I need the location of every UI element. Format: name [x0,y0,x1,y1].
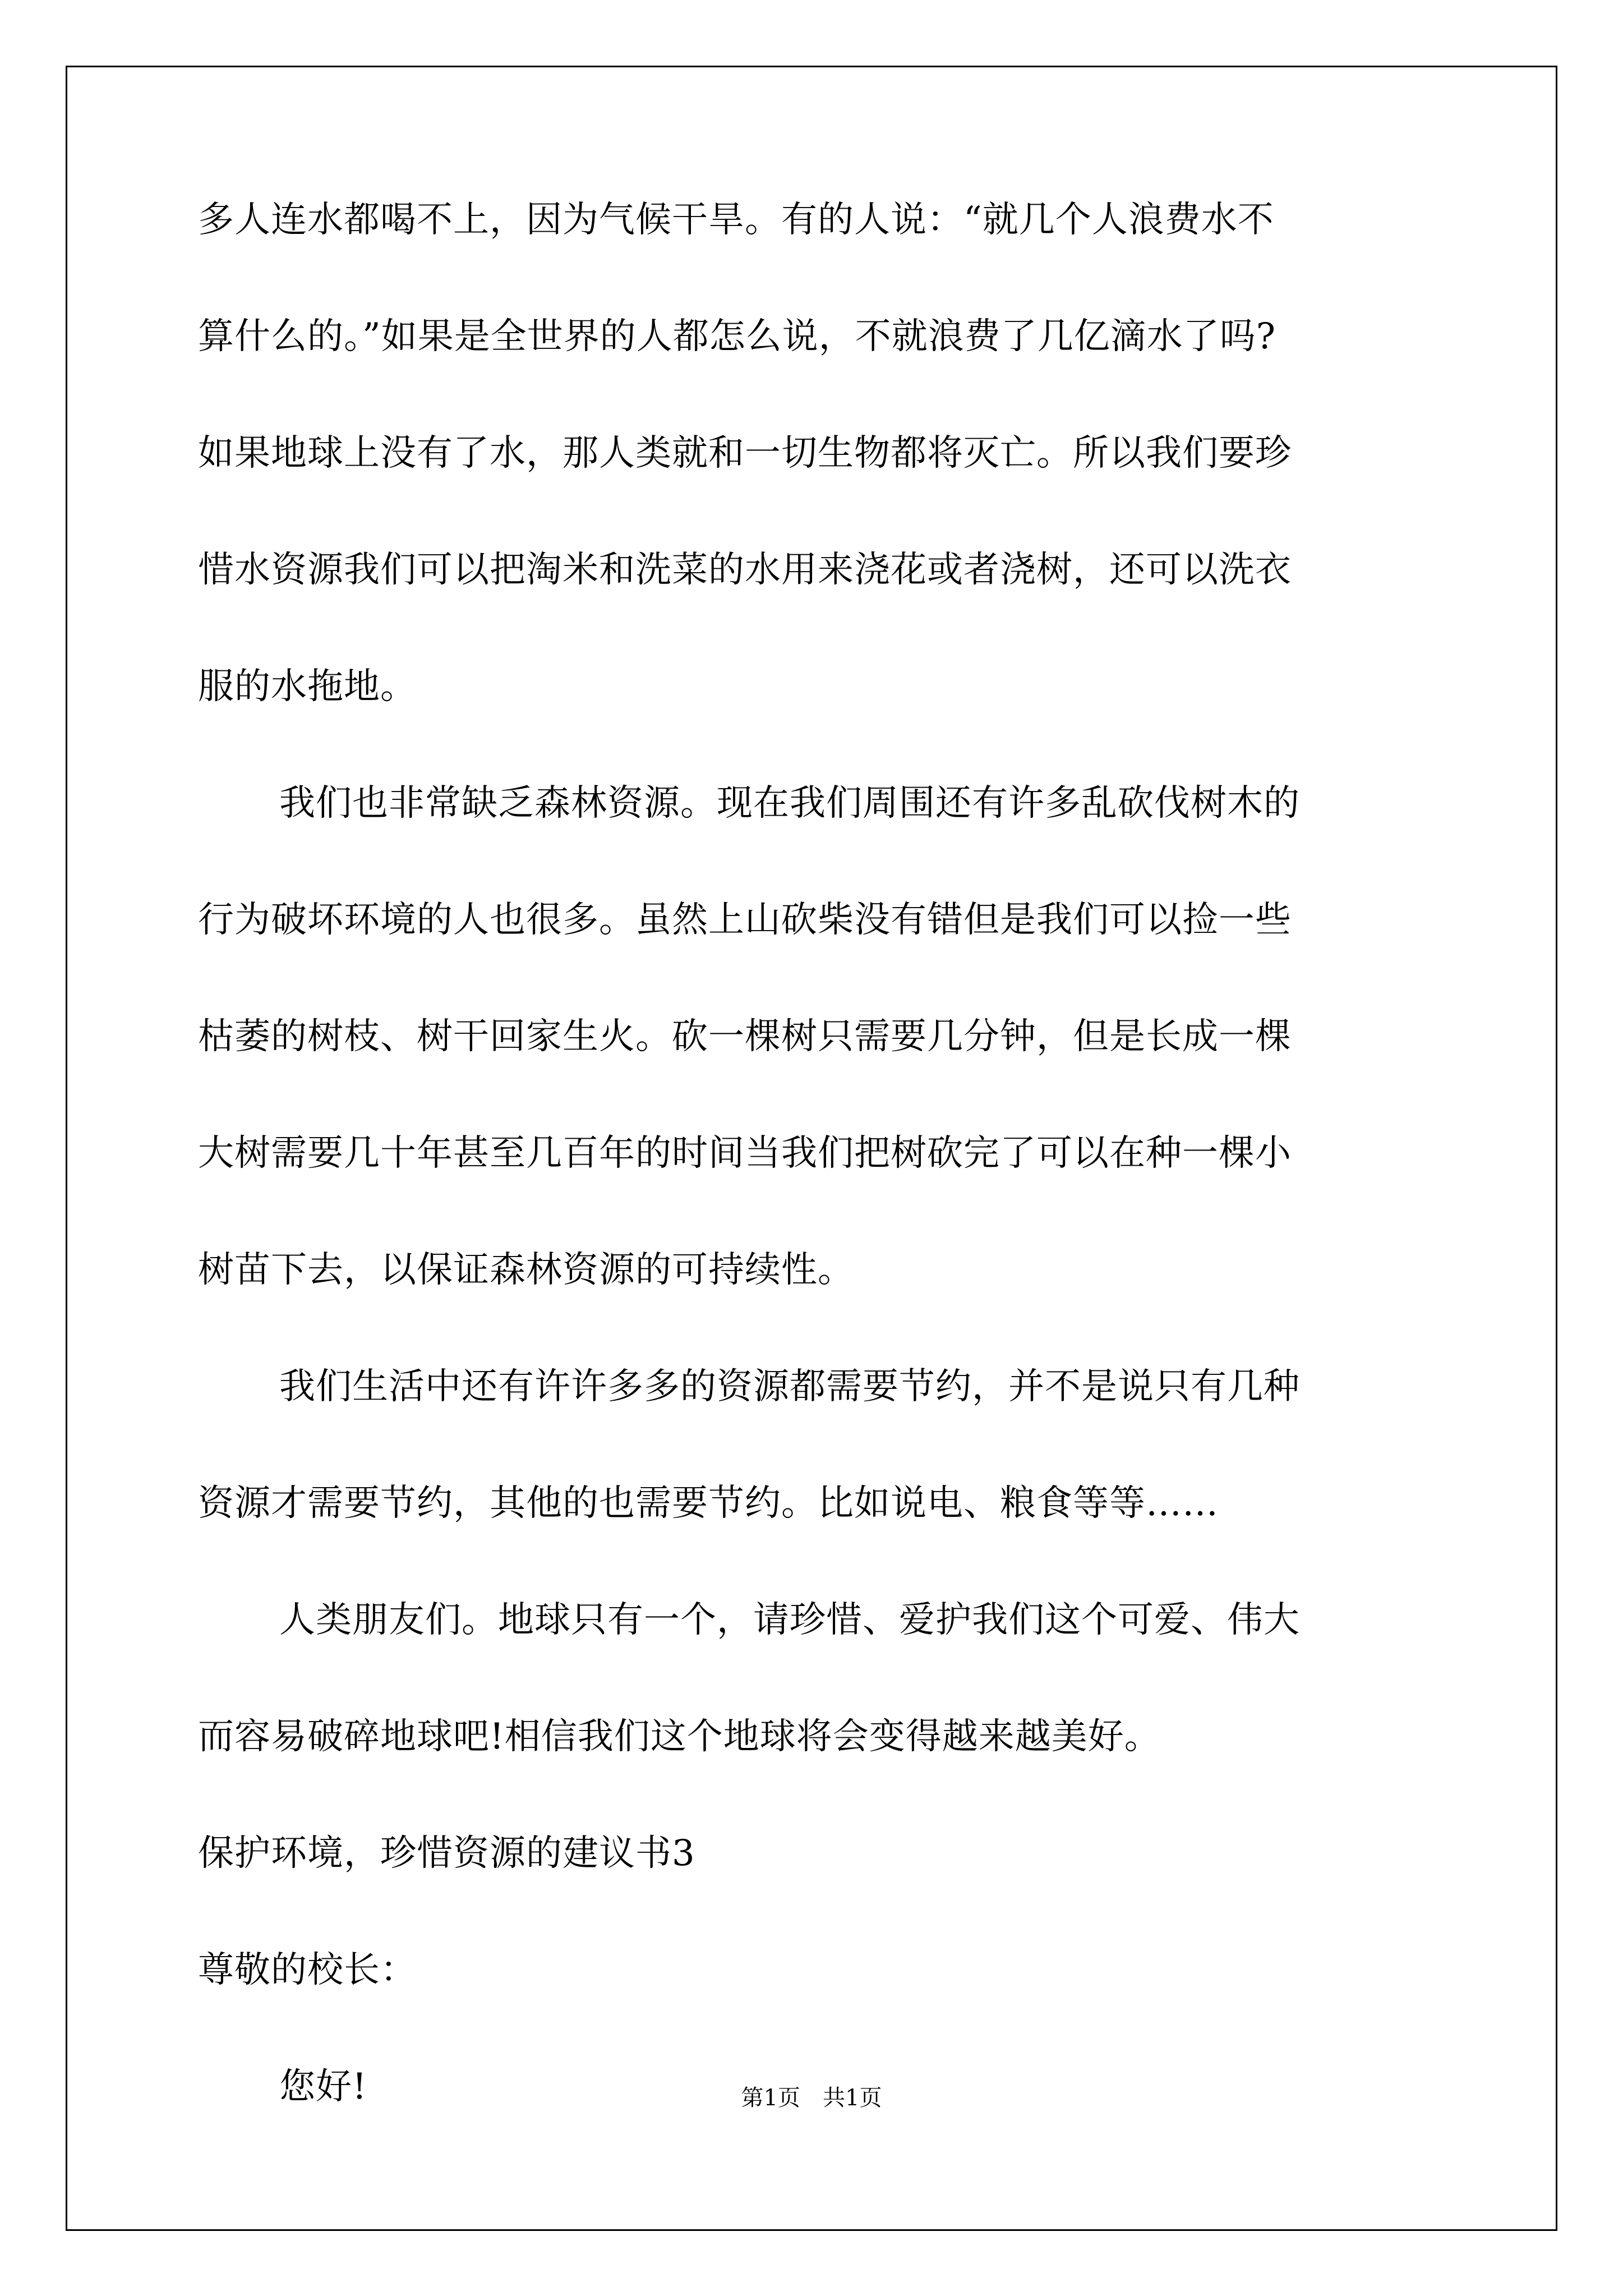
text-line: 枯萎的树枝、树干回家生火。砍一棵树只需要几分钟，但是长成一棵 [198,1016,1292,1057]
page-number-total: 共1页 [823,2085,882,2111]
text-line: 大树需要几十年甚至几百年的时间当我们把树砍完了可以在种一棵小 [198,1133,1292,1174]
text-line: 多人连水都喝不上，因为气候干旱。有的人说：“就几个人浪费水不 [198,199,1274,241]
greeting: 您好! [279,2066,367,2108]
text-line: 资源才需要节约，其他的也需要节约。比如说电、粮食等等…… [198,1483,1219,1524]
text-line: 而容易破碎地球吧!相信我们这个地球将会变得越来越美好。 [198,1716,1161,1757]
text-line: 人类朋友们。地球只有一个，请珍惜、爱护我们这个可爱、伟大 [279,1599,1300,1641]
text-line: 我们也非常缺乏森林资源。现在我们周围还有许多乱砍伐树木的 [279,783,1300,824]
page-number-current: 第1页 [741,2085,800,2111]
text-line: 服的水拖地。 [198,666,417,707]
text-line: 我们生活中还有许许多多的资源都需要节约，并不是说只有几种 [279,1366,1300,1407]
text-line: 惜水资源我们可以把淘米和洗菜的水用来浇花或者浇树，还可以洗衣 [198,549,1292,591]
text-line: 树苗下去，以保证森林资源的可持续性。 [198,1249,854,1291]
section-heading: 保护环境，珍惜资源的建议书3 [198,1833,695,1874]
text-line: 算什么的。”如果是全世界的人都怎么说，不就浪费了几亿滴水了吗? [198,316,1276,357]
text-line: 如果地球上没有了水，那人类就和一切生物都将灭亡。所以我们要珍 [198,432,1292,474]
text-line: 行为破坏环境的人也很多。虽然上山砍柴没有错但是我们可以捡一些 [198,899,1292,941]
salutation: 尊敬的校长： [198,1949,417,1991]
page-footer [0,2087,1623,2109]
document-body [198,199,1432,2185]
